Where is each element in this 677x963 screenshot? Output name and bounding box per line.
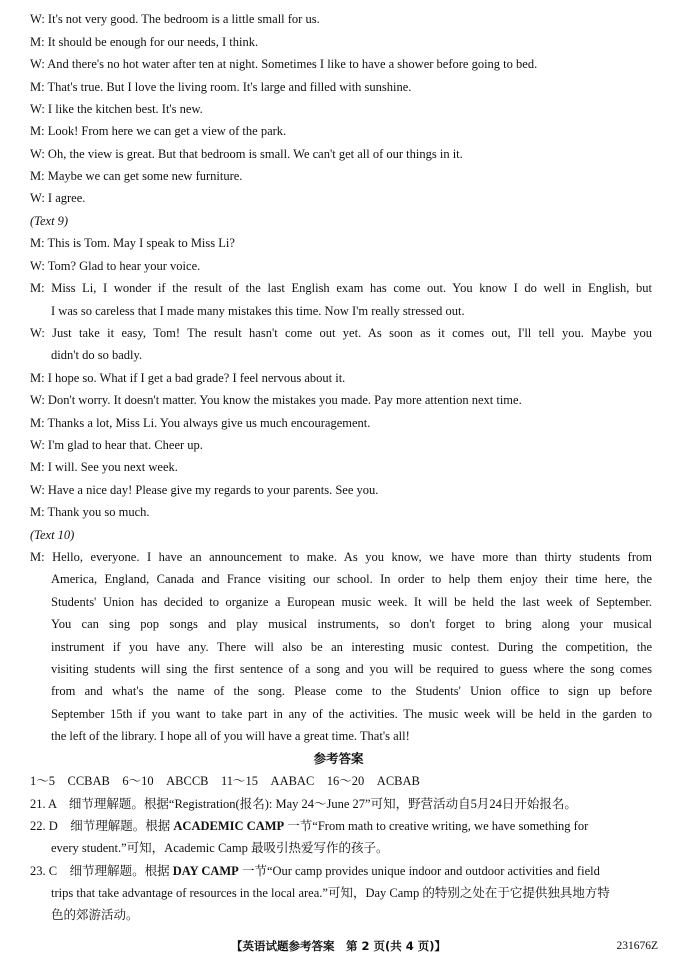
dialogue-line: W: Oh, the view is great. But that bedroom is small. We can't get all of our things in it. bbox=[30, 147, 463, 161]
text-9-label: (Text 9) bbox=[30, 214, 69, 228]
monologue-line: visiting students will sing the first sentence of a song and you will be required to guess where the song comes bbox=[51, 662, 652, 676]
dialogue-line: W: I like the kitchen best. It's new. bbox=[30, 102, 203, 116]
monologue-line: Students' Union has decided to organize a European music week. It will be held the last week of September. bbox=[51, 595, 652, 609]
answer-23-continuation: trips that take advantage of resources in the local area.”可知，Day Camp 的特别之处在于它提供独具地方特 bbox=[51, 886, 610, 900]
dialogue-line: M: Miss Li, I wonder if the result of the last English exam has come out. You know I do well in English, but bbox=[30, 281, 652, 295]
dialogue-line: W: I agree. bbox=[30, 191, 86, 205]
dialogue-line: M: Thanks a lot, Miss Li. You always give us much encouragement. bbox=[30, 416, 371, 430]
monologue-line: America, England, Canada and France visiting our school. In order to help them enjoy their time here, the bbox=[51, 572, 652, 586]
page-footer: 【英语试题参考答案 第 2 页(共 4 页)】 bbox=[230, 939, 447, 953]
answer-22-section-name: ACADEMIC CAMP bbox=[173, 819, 285, 833]
monologue-line: from and what's the name of the song. Please come to the Students' Union office to sign up before bbox=[51, 684, 652, 698]
answer-22-continuation: every student.”可知，Academic Camp 最吸引热爱写作的孩子。 bbox=[51, 841, 389, 855]
dialogue-line: M: That's true. But I love the living room. It's large and filled with sunshine. bbox=[30, 80, 412, 94]
dialogue-line: M: This is Tom. May I speak to Miss Li? bbox=[30, 236, 235, 250]
dialogue-line: W: Just take it easy, Tom! The result hasn't come out yet. As soon as it comes out, I'll tell you. Maybe you bbox=[30, 326, 652, 340]
answer-23-quote: 一节“Our camp provides unique indoor and outdoor activities and field bbox=[238, 864, 600, 878]
document-code: 231676Z bbox=[616, 940, 658, 952]
dialogue-line: W: And there's no hot water after ten at night. Sometimes I like to have a shower before going to bed. bbox=[30, 57, 538, 71]
monologue-line: M: Hello, everyone. I have an announcement to make. As you know, we have more than thirty students from bbox=[30, 550, 652, 564]
answer-22-intro: 22. D 细节理解题。根据 bbox=[30, 819, 174, 833]
answer-key-row: 1～5 CCBAB 6～10 ABCCB 11～15 AABAC 16～20 ACBAB bbox=[30, 774, 420, 788]
answers-title: 参考答案 bbox=[313, 751, 364, 766]
dialogue-line: M: Thank you so much. bbox=[30, 505, 150, 519]
monologue-line: the left of the library. I hope all of you will have a great time. That's all! bbox=[51, 729, 410, 743]
monologue-line: You can sing pop songs and play musical instruments, so don't forget to bring along your musical bbox=[51, 617, 652, 631]
dialogue-line: M: Look! From here we can get a view of the park. bbox=[30, 124, 287, 138]
dialogue-line: W: Don't worry. It doesn't matter. You know the mistakes you made. Pay more attention next time. bbox=[30, 393, 522, 407]
answer-23-intro: 23. C 细节理解题。根据 bbox=[30, 864, 173, 878]
monologue-line: September 15th if you want to take part in any of the activities. The music week will be held in the garden to bbox=[51, 707, 652, 721]
dialogue-line-continuation: I was so careless that I made many mistakes this time. Now I'm really stressed out. bbox=[51, 304, 465, 318]
dialogue-line: M: I will. See you next week. bbox=[30, 460, 178, 474]
answer-23-section-name: DAY CAMP bbox=[172, 864, 239, 878]
answer-22-quote: 一节“From math to creative writing, we have something for bbox=[284, 819, 589, 833]
answer-23 bbox=[30, 864, 652, 878]
monologue-line: instrument if you have any. There will also be an interesting music contest. During the competition, the bbox=[51, 640, 652, 654]
dialogue-line-continuation: didn't do so badly. bbox=[51, 348, 143, 362]
dialogue-line: W: Have a nice day! Please give my regards to your parents. See you. bbox=[30, 483, 379, 497]
answer-22 bbox=[30, 819, 652, 833]
dialogue-line: M: I hope so. What if I get a bad grade? I feel nervous about it. bbox=[30, 371, 346, 385]
answer-23-continuation: 色的郊游活动。 bbox=[51, 908, 139, 922]
dialogue-line: W: Tom? Glad to hear your voice. bbox=[30, 259, 201, 273]
answer-21: 21. A 细节理解题。根据“Registration(报名): May 24～June 27”可知，野营活动自5月24日开始报名。 bbox=[30, 797, 577, 811]
dialogue-line: M: It should be enough for our needs, I think. bbox=[30, 35, 259, 49]
dialogue-line: M: Maybe we can get some new furniture. bbox=[30, 169, 243, 183]
dialogue-line: W: It's not very good. The bedroom is a little small for us. bbox=[30, 12, 320, 26]
text-10-label: (Text 10) bbox=[30, 528, 75, 542]
dialogue-line: W: I'm glad to hear that. Cheer up. bbox=[30, 438, 203, 452]
